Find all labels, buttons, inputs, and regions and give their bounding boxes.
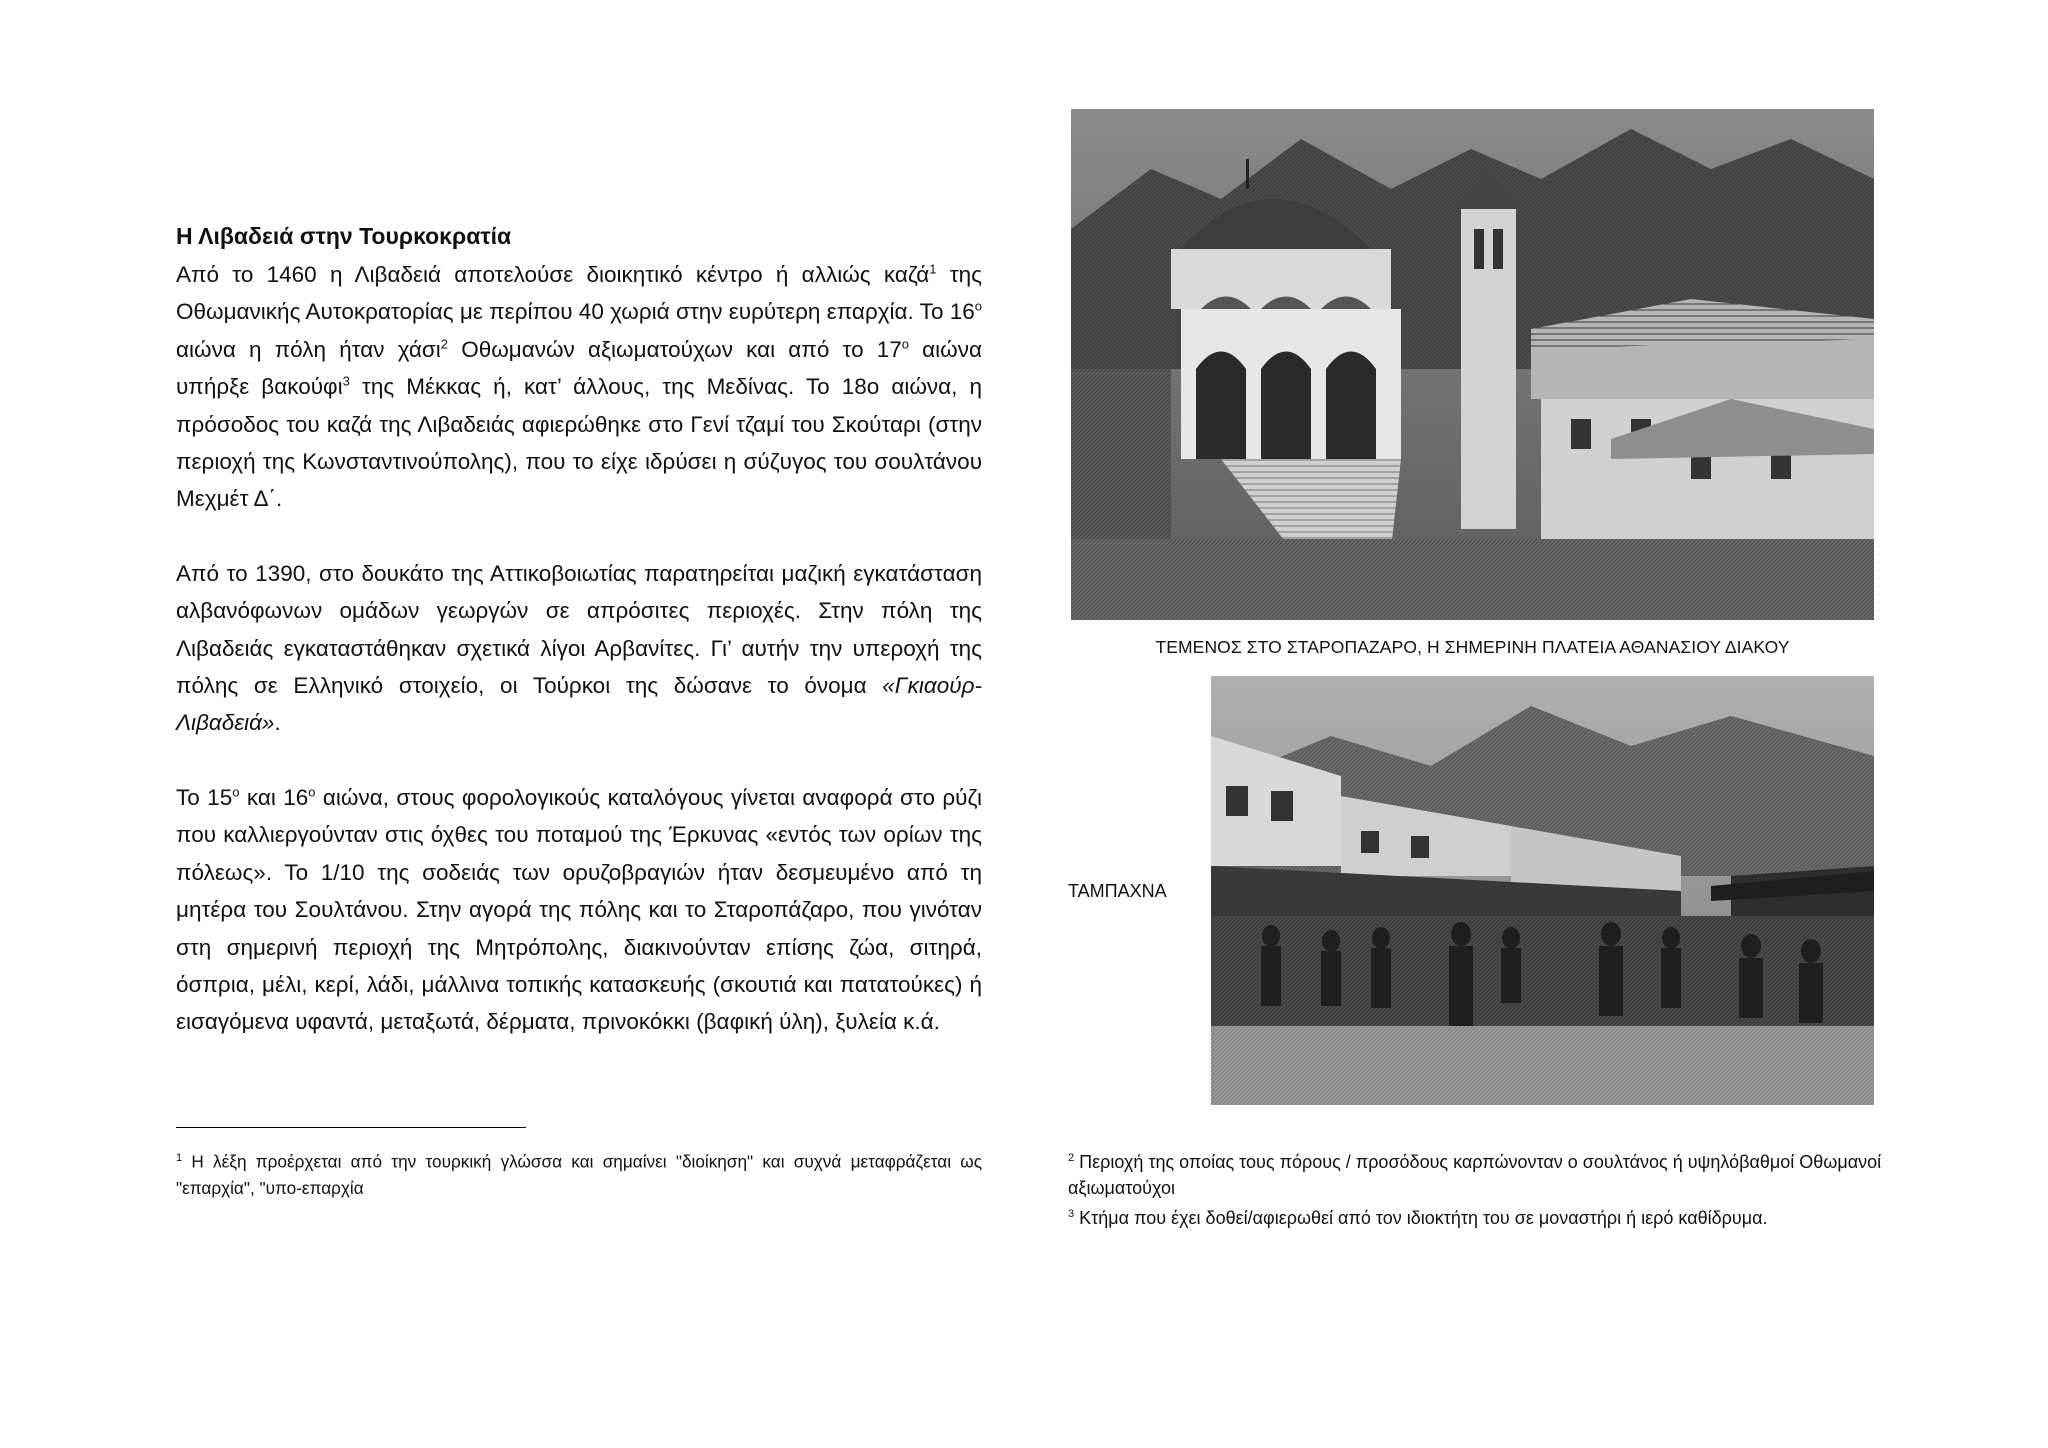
footnote-number: 3 [1068,1208,1075,1220]
p1-text-b: της Οθωμανικής Αυτοκρατορίας με περίπου 40 χωριά στην ευρύτερη επαρχία. Το 16 [176,262,983,325]
footnote-ref-1[interactable]: 1 [929,261,937,277]
footnote-number: 2 [1068,1152,1075,1164]
footnote-text: Κτήμα που έχει δοθεί/αφιερωθεί από τον ιδιοκτήτη του σε μοναστήρι ή ιερό καθίδρυμα. [1074,1208,1768,1228]
footnote-number: 1 [176,1152,183,1164]
footnote-ref-2[interactable]: 2 [440,336,449,352]
ordinal-superscript: ο [974,298,982,314]
p2-text-a: Από το 1390, στο δουκάτο της Αττικοβοιωτίας παρατηρείται μαζική εγκατάσταση αλβανόφωνων ομάδων γεωργών σε απρόσιτες περιοχές. Στην πόλη της Λιβαδειάς εγκαταστάθηκαν σχετικά λίγοι Αρβανίτες. Γι’ αυτήν την υπεροχή της πόλης σε Ελληνικό στοιχείο, οι Τούρκοι της δώσανε το όνομα [176,560,982,699]
article-body [176,220,982,1078]
ordinal-superscript: ο [901,336,909,352]
market-engraving-image [1211,676,1874,1105]
footnote-divider [176,1127,526,1128]
footnotes-right [1068,1145,1888,1231]
market-caption: ΤΑΜΠΑΧΝΑ [1068,881,1167,901]
p1-text-c: αιώνα η πόλη ήταν χάσι [176,336,441,362]
mosque-engraving-image [1071,109,1874,620]
p1-text-d: Οθωμανών αξιωματούχων και από το 17 [448,336,902,362]
ordinal-superscript: ο [308,784,316,800]
p1-text-f: της Μέκκας ή, κατ’ άλλους, της Μεδίνας. Το 18ο αιώνα, η πρόσοδος του καζά της Λιβαδειάς αφιερώθηκε στο Γενί τζαμί του Σκούταρι (στην περιοχή της Κωνσταντινούπολης), που το είχε ιδρύσει η σύζυγος του σουλτάνου Μεχμέτ Δ΄. [176,374,982,512]
p1-text-a: Από το 1460 η Λιβαδειά αποτελούσε διοικητικό κέντρο ή αλλιώς καζά [176,262,930,287]
footnote-2 [1068,1145,1888,1201]
paragraph-2 [176,555,982,742]
footnote-text: Περιοχή της οποίας τους πόρους / προσόδους καρπώνονταν ο σουλτάνος ή υψηλόβαθμοί Οθωμανοί αξιωματούχοι [1068,1152,1882,1198]
footnote-3 [1068,1201,1888,1231]
p1-text-e: αιώνα υπήρξε βακούφι [176,336,982,400]
p3-text-b: και 16 [239,784,309,810]
footnote-1 [176,1145,982,1201]
p3-text-a: Το 15 [176,784,233,810]
article-title: Η Λιβαδειά στην Τουρκοκρατία [176,223,512,249]
mosque-caption: ΤΕΜΕΝΟΣ ΣΤΟ ΣΤΑΡΟΠΑΖΑΡΟ, Η ΣΗΜΕΡΙΝΗ ΠΛΑΤΕΙΑ ΑΘΑΝΑΣΙΟΥ ΔΙΑΚΟΥ [1155,637,1790,657]
footnote-ref-3[interactable]: 3 [342,373,350,389]
p2-text-b: . [274,710,281,736]
footnote-text: Η λέξη προέρχεται από την τουρκική γλώσσα και σημαίνει "διοίκηση" και συχνά μεταφράζεται ως "επαρχία", "υπο-επαρχία [176,1151,982,1198]
p3-text-c: αιώνα, στους φορολογικούς καταλόγους γίνεται αναφορά στο ρύζι που καλλιεργούνταν στις όχθες του ποταμού της Έρκυνας «εντός των ορίων της πόλεως». Το 1/10 της σοδειάς των ορυζοβραγιών ήταν δεσμευμένο από τη μητέρα του Σουλτάνου. Στην αγορά της πόλης και το Σταροπάζαρο, που γινόταν στη σημερινή περιοχή της Μητρόπολης, διακινούνταν επίσης ζώα, σιτηρά, όσπρια, μέλι, κερί, λάδι, μάλλινα τοπικής κατασκευής (σκουτιά και πατατούκες) ή εισαγόμενα υφαντά, μεταξωτά, δέρματα, πρινοκόκκι (βαφική ύλη), ξυλεία κ.ά. [176,784,982,1035]
paragraph-3 [176,779,982,1041]
ordinal-superscript: ο [232,784,240,800]
p2-italic-name: «Γκιαούρ-Λιβαδειά» [176,673,982,736]
paragraph-1 [176,256,982,518]
